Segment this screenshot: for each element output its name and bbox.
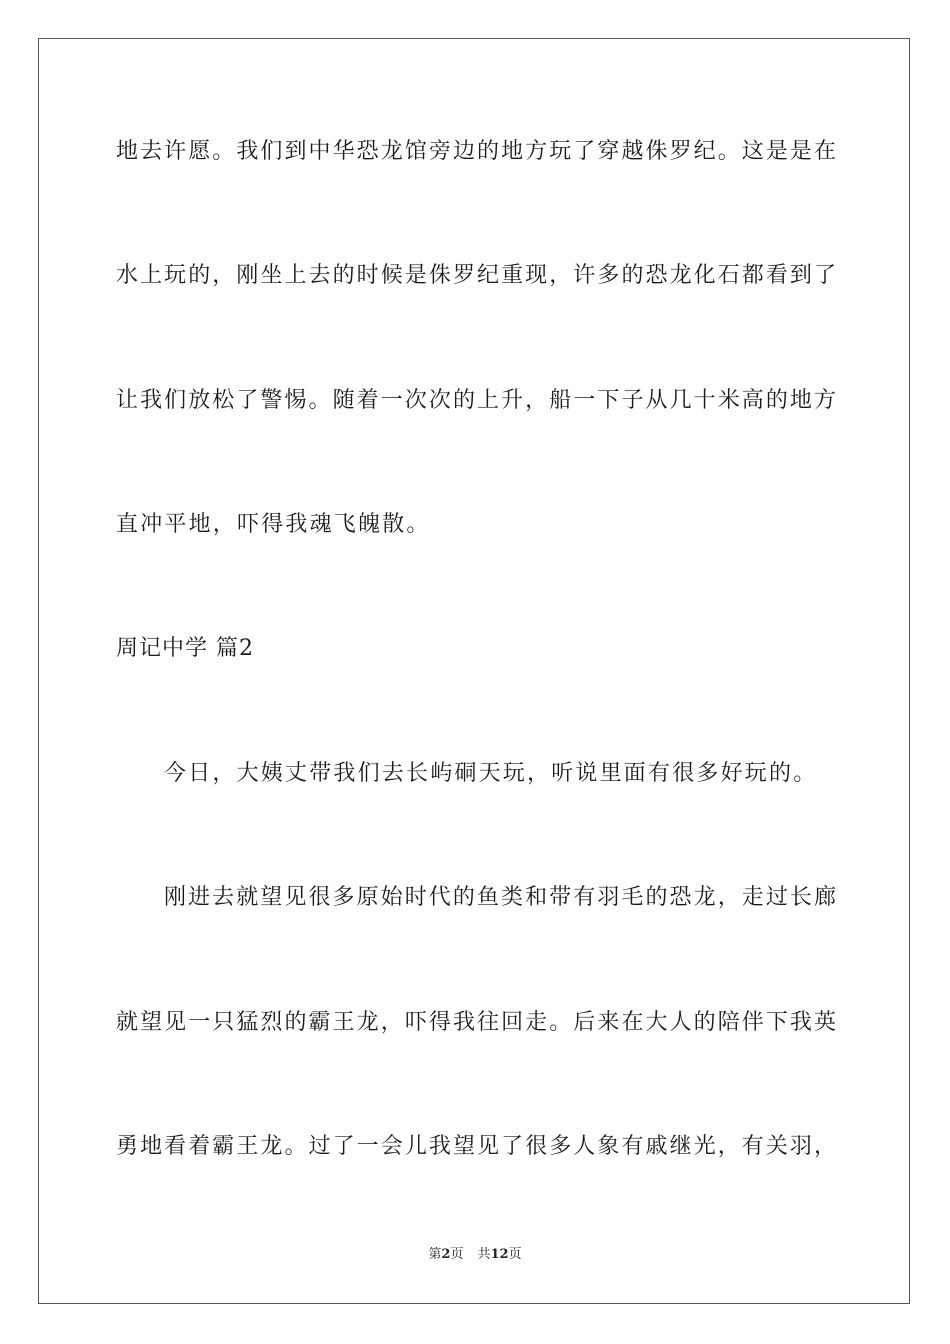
page-suffix: 页 xyxy=(450,1247,464,1262)
page-total: 12 xyxy=(490,1247,509,1262)
paragraph-1: 今日，大姨丈带我们去长屿硐天玩，听说里面有很多好玩的。 xyxy=(164,761,818,786)
paragraph-2-line-1: 刚进去就望见很多原始时代的鱼类和带有羽毛的恐龙，走过长廊 xyxy=(164,885,836,910)
page-border xyxy=(38,38,910,1304)
page-prefix: 第 xyxy=(428,1247,442,1262)
body-line-2: 水上玩的，刚坐上去的时候是侏罗纪重现，许多的恐龙化石都看到了 xyxy=(116,263,836,288)
page-current: 2 xyxy=(441,1247,451,1262)
paragraph-2-line-2: 就望见一只猛烈的霸王龙，吓得我往回走。后来在大人的陪伴下我英 xyxy=(116,1010,836,1035)
paragraph-2-line-3: 勇地看着霸王龙。过了一会儿我望见了很多人象有戚继光，有关羽， xyxy=(116,1134,836,1159)
body-line-3: 让我们放松了警惕。随着一次次的上升，船一下子从几十米高的地方 xyxy=(116,388,836,413)
total-suffix: 页 xyxy=(508,1247,522,1262)
body-line-4: 直冲平地，吓得我魂飞魄散。 xyxy=(116,512,431,537)
section-heading: 周记中学 篇2 xyxy=(116,636,254,661)
total-prefix: 共 xyxy=(477,1247,491,1262)
page-footer xyxy=(0,1246,950,1264)
body-line-1: 地去许愿。我们到中华恐龙馆旁边的地方玩了穿越侏罗纪。这是是在 xyxy=(116,139,836,164)
